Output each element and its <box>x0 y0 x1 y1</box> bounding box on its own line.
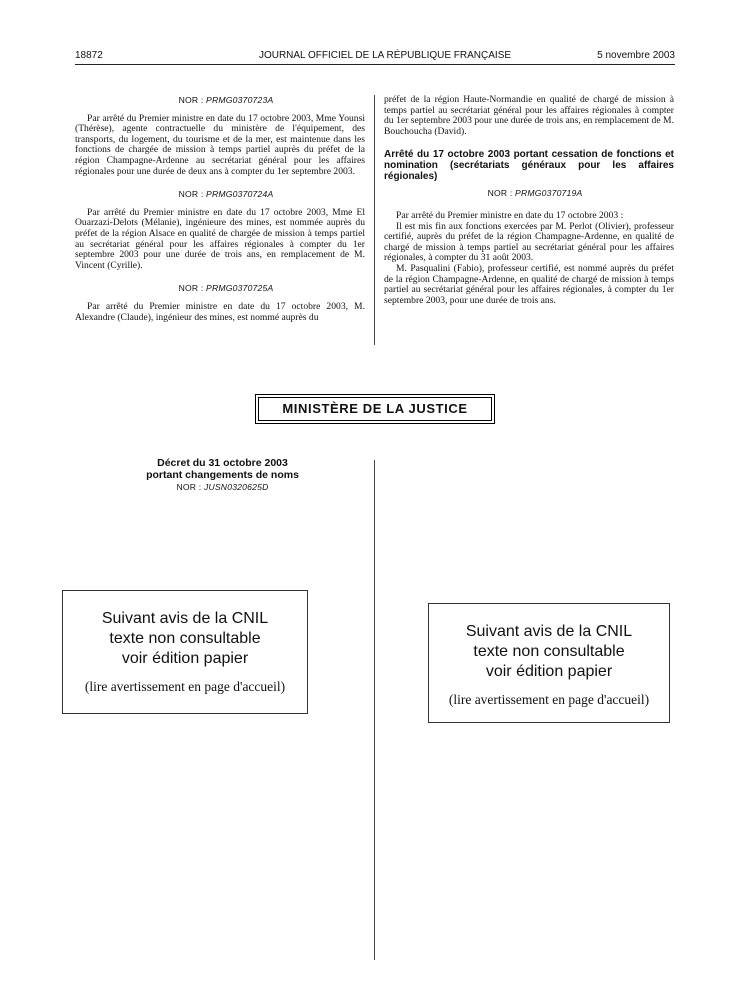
nor-line <box>75 189 365 200</box>
block3-text: Par arrêté du Premier ministre en date du 17 octobre 2003, M. Alexandre (Claude), ingénieur des mines, est nommé auprès du <box>75 300 365 323</box>
header-rule <box>75 64 675 65</box>
arrete-title: Arrêté du 17 octobre 2003 portant cessation de fonctions et nomination (secrétariats généraux pour les affaires régionales) <box>384 149 674 183</box>
cnil-line3: voir édition papier <box>485 663 613 680</box>
cnil-line3: voir édition papier <box>121 650 249 667</box>
nor-code: JUSN0320625D <box>203 482 269 492</box>
ministry-heading: MINISTÈRE DE LA JUSTICE <box>258 397 492 421</box>
block1-text: Par arrêté du Premier ministre en date du 17 octobre 2003, Mme Younsi (Thérèse), agente contractuelle du ministère de l'équipement, des transports, du logement, du tourisme et de la mer, est maintenue dans les fonctions de chargée de mission à temps partiel auprès du préfet de la région Champagne-Ardenne au secrétariat général pour les affaires régionales pour une durée de deux ans à compter du 1er septembre 2003. <box>75 112 365 177</box>
right-column <box>384 95 674 306</box>
nor-line <box>75 95 365 106</box>
decret-subtitle: portant changements de noms <box>146 468 299 481</box>
nor-line <box>384 188 674 199</box>
left-column <box>75 95 365 323</box>
nor-code: PRMG0370719A <box>515 188 583 199</box>
decret-title: Décret du 31 octobre 2003 <box>157 457 288 469</box>
nor-prefix: NOR : <box>178 95 204 105</box>
cnil-line4: (lire avertissement en page d'accueil) <box>448 692 650 707</box>
cnil-notice <box>62 590 308 714</box>
nor-line <box>75 283 365 294</box>
page-number: 18872 <box>75 50 103 61</box>
column-divider <box>374 95 375 345</box>
block2-text: Par arrêté du Premier ministre en date du 17 octobre 2003, Mme El Ouarzazi-Delots (Mélanie), ingénieure des mines, est nommée auprès du préfet de la région Alsace en qualité de chargée de mission à temps partiel au secrétariat général pour les affaires régionales à compter du 1er septembre 2003 pour une durée de trois ans, en remplacement de M. Vincent (Cyrille). <box>75 206 365 271</box>
header-date: 5 novembre 2003 <box>597 50 675 61</box>
cnil-line2: texte non consultable <box>109 630 261 647</box>
cnil-line2: texte non consultable <box>473 643 625 660</box>
nor-prefix: NOR : <box>178 189 204 200</box>
cnil-line1: Suivant avis de la CNIL <box>101 610 269 627</box>
nor-code: PRMG0370725A <box>206 283 274 294</box>
nor-code: PRMG0370724A <box>206 189 274 200</box>
cnil-line1: Suivant avis de la CNIL <box>465 623 633 640</box>
column-divider <box>374 460 375 960</box>
continuation-text: préfet de la région Haute-Normandie en qualité de chargé de mission à temps partiel au secrétariat général pour les affaires régionales à compter du 1er septembre 2003 pour une durée de trois ans, en remplacement de M. Bouchoucha (David). <box>384 94 674 137</box>
arrete-para1: Il est mis fin aux fonctions exercées par M. Perlot (Olivier), professeur certifié, auprès du préfet de la région Champagne-Ardenne, en qualité de chargé de mission à temps partiel au secrétariat général pour les affaires régionales, à compter du 31 août 2003. <box>384 220 674 264</box>
journal-title: JOURNAL OFFICIEL DE LA RÉPUBLIQUE FRANÇAISE <box>258 50 512 61</box>
nor-prefix: NOR : <box>176 482 202 492</box>
arrete-para2: M. Pasqualini (Fabio), professeur certifié, est nommé auprès du préfet de la région Champagne-Ardenne, en qualité de chargé de mission à temps partiel au secrétariat général pour les affaires régionales, à compter du 1er septembre 2003, pour une durée de trois ans. <box>384 262 674 306</box>
nor-code: PRMG0370723A <box>206 95 274 105</box>
cnil-line4: (lire avertissement en page d'accueil) <box>84 679 286 694</box>
decret-heading <box>110 458 335 494</box>
nor-prefix: NOR : <box>487 188 513 199</box>
cnil-notice <box>428 603 670 723</box>
decret-nor <box>110 482 335 494</box>
nor-prefix: NOR : <box>178 283 204 294</box>
arrete-intro: Par arrêté du Premier ministre en date du 17 octobre 2003 : <box>396 209 624 221</box>
